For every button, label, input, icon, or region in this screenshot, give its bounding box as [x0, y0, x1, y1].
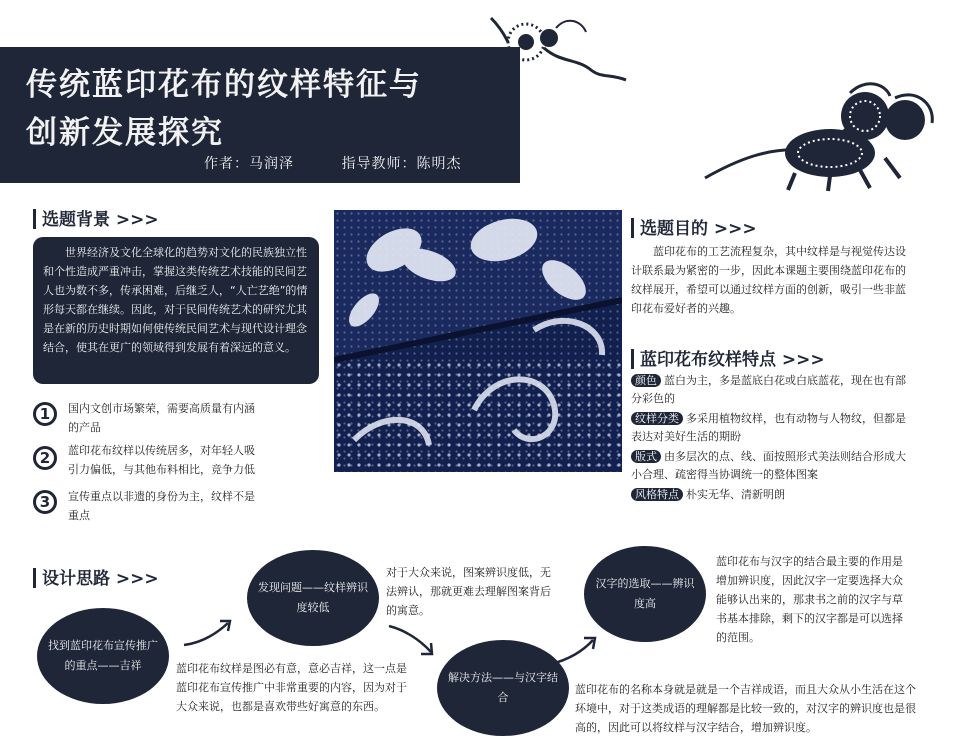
- step-bubble-2: 发现问题——纹样辨识度较低: [247, 550, 379, 646]
- arrow-icon: [180, 615, 240, 650]
- background-heading: 选题背景 >>>: [33, 205, 159, 230]
- point-number-3: 3: [33, 490, 57, 514]
- feature-item: 纹样分类 多采用植物纹样，也有动物与人物纹，但都是表达对美好生活的期盼: [631, 412, 906, 443]
- point-text-1: 国内文创市场繁荣，需要高质量有内涵 的产品: [68, 402, 255, 434]
- feature-tag: 版式: [631, 450, 661, 463]
- background-text-box: 世界经济及文化全球化的趋势对文化的民族独立性和个性造成严重冲击，掌握这类传统艺术技能的民间艺人也为数不多，传承困难，后继乏人，“人亡艺绝”的情形每天都在继续。因此，对于民间传统艺术的研究尤其是在新的历史时期如何使传统民间艺术与现代设计理念结合，使其在更广的领域得到发展有着深远的意义。: [33, 237, 319, 384]
- features-list: [631, 372, 911, 504]
- arrow-icon: [547, 630, 602, 670]
- purpose-heading: 选题目的 >>>: [631, 214, 757, 239]
- point-number-2: 2: [33, 446, 57, 470]
- design-heading: 设计思路 >>>: [33, 564, 159, 589]
- step-bubble-4: 汉字的选取——辨识度高: [584, 546, 706, 642]
- design-note-1: 蓝印花布纹样是图必有意，意必吉祥，这一点是蓝印花布宣传推广中非常重要的内容，因为对于大众来说，也都是喜欢带些好寓意的东西。: [176, 662, 407, 713]
- point-text-2: 蓝印花布纹样以传统居多，对年轻人吸 引力偏低，与其他布料相比，竞争力低: [68, 444, 255, 476]
- arrow-icon: [385, 620, 440, 660]
- purpose-text: 蓝印花布的工艺流程复杂，其中纹样是与视觉传达设计联系最为紧密的一步，因此本课题主要围绕蓝印花布的纹样展开，希望可以通过纹样方面的创新，吸引一些非蓝印花布爱好者的兴趣。: [631, 245, 906, 315]
- feature-tag: 纹样分类: [631, 412, 683, 425]
- author: 作者：马润泽: [204, 156, 294, 172]
- features-heading: 蓝印花布纹样特点 >>>: [631, 345, 825, 370]
- blue-calico-fabric-photo: [334, 210, 622, 472]
- design-note-4: 蓝印花布与汉字的结合最主要的作用是增加辨识度，因此汉字一定要选择大众能够认出来的，那隶书之前的汉字与草书基本排除，剩下的汉字都是可以选择的范围。: [716, 555, 903, 644]
- feature-tag: 风格特点: [631, 488, 683, 501]
- point-text-3: 宣传重点以非遗的身份为主，纹样不是 重点: [68, 490, 255, 522]
- advisor: 指导教师：陈明杰: [341, 156, 462, 172]
- feature-item: 风格特点 朴实无华、清新明朗: [631, 486, 911, 504]
- step-bubble-1: 找到蓝印花布宣传推广的重点——吉祥: [37, 608, 169, 704]
- design-note-2: 对于大众来说，图案辨识度低，无法辨认，那就更难去理解图案背后的寓意。: [386, 566, 551, 617]
- feature-item: 颜色 蓝白为主，多是蓝底白花或白底蓝花，现在也有部分彩色的: [631, 374, 906, 405]
- point-number-1: 1: [33, 402, 57, 426]
- title-line-2: 创新发展探究: [26, 115, 224, 151]
- title-banner: [0, 47, 520, 183]
- author-line: [204, 153, 503, 173]
- design-note-3: 蓝印花布的名称本身就是就是一个吉祥成语，而且大众从小生活在这个环境中，对于这类成语的理解都是比较一致的，对汉字的辨识度也是很高的，因此可以将纹样与汉字结合，增加辨识度。: [575, 683, 916, 734]
- feature-tag: 颜色: [631, 374, 661, 387]
- title-line-1: 传统蓝印花布的纹样特征与: [26, 67, 422, 103]
- step-bubble-3: 解决方法——与汉字结合: [437, 640, 569, 736]
- feature-item: 版式 由多层次的点、线、面按照形式美法则结合形成大小合理、疏密得当协调统一的整体图案: [631, 450, 906, 481]
- lion-ornament-icon: [700, 78, 945, 193]
